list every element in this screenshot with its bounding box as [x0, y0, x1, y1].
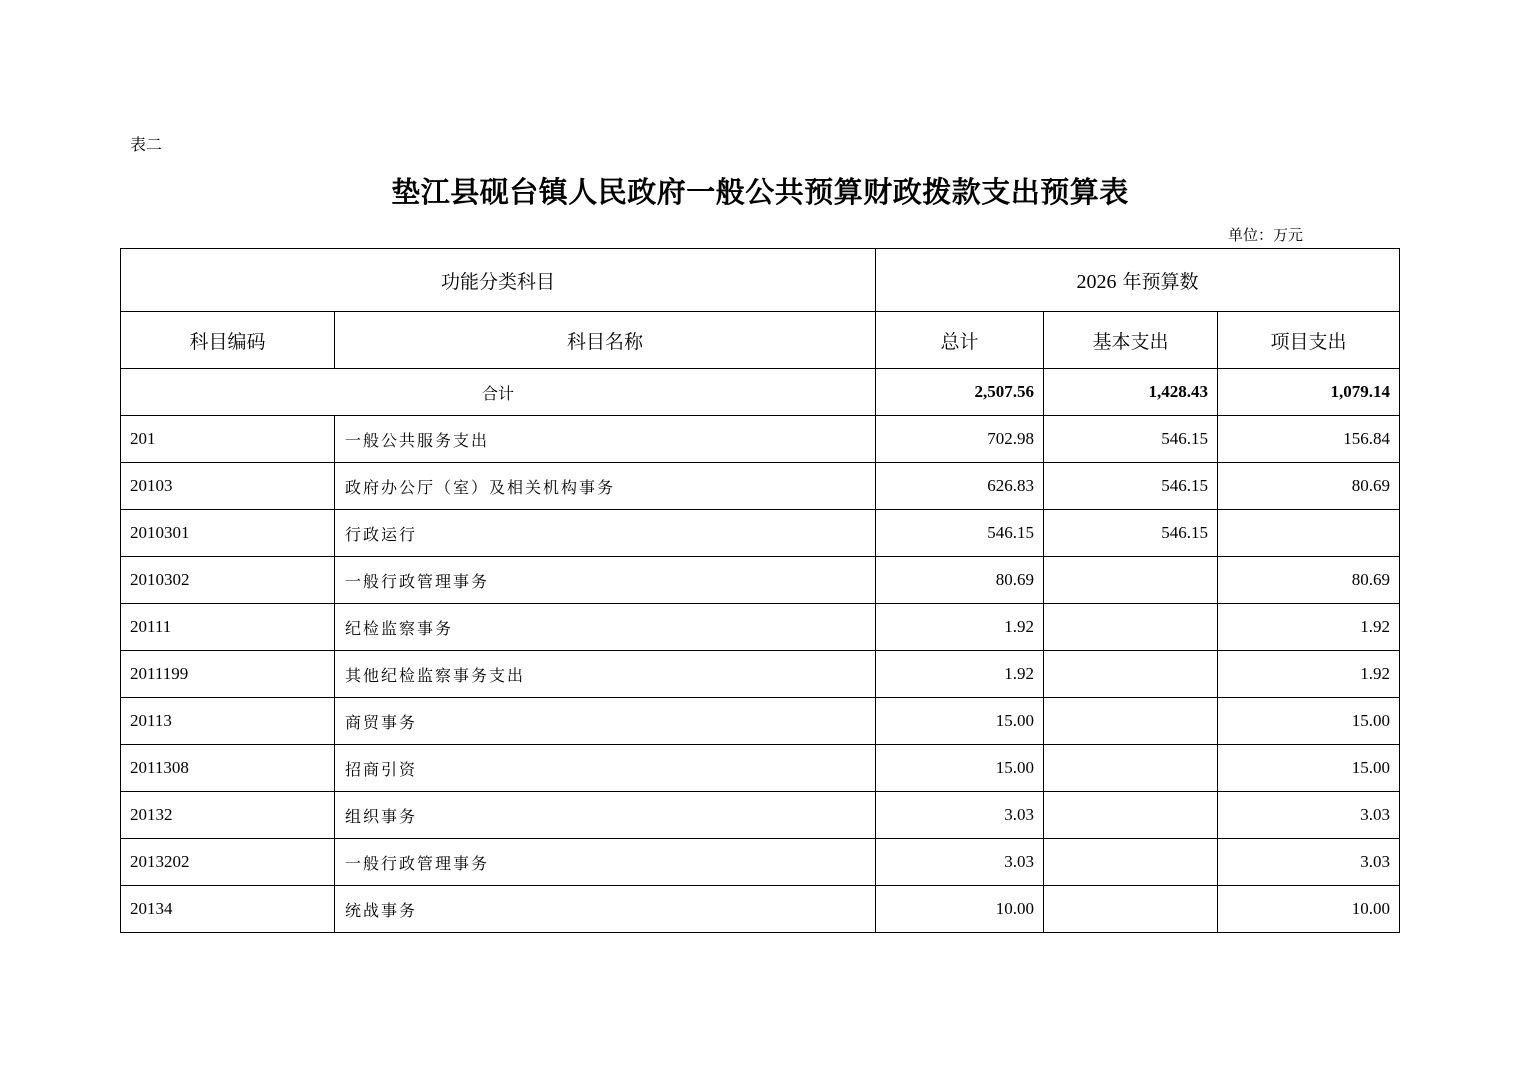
cell-code: 201: [121, 416, 335, 463]
cell-basic: [1044, 886, 1218, 933]
cell-total: 626.83: [876, 463, 1044, 510]
cell-code: 20134: [121, 886, 335, 933]
total-total: 2,507.56: [876, 369, 1044, 416]
cell-basic: [1044, 604, 1218, 651]
cell-code: 2010302: [121, 557, 335, 604]
cell-project: 1.92: [1218, 651, 1400, 698]
col-header-basic: 基本支出: [1044, 312, 1218, 369]
cell-basic: [1044, 557, 1218, 604]
cell-project: [1218, 510, 1400, 557]
budget-table: [120, 248, 1400, 933]
cell-project: 10.00: [1218, 886, 1400, 933]
cell-code: 20111: [121, 604, 335, 651]
cell-name: 统战事务: [335, 886, 876, 933]
header-group-row: [121, 249, 1400, 312]
cell-code: 2011199: [121, 651, 335, 698]
cell-code: 2013202: [121, 839, 335, 886]
cell-project: 15.00: [1218, 698, 1400, 745]
cell-name: 组织事务: [335, 792, 876, 839]
total-basic: 1,428.43: [1044, 369, 1218, 416]
col-header-total: 总计: [876, 312, 1044, 369]
table-row: [121, 886, 1400, 933]
cell-total: 702.98: [876, 416, 1044, 463]
cell-project: 15.00: [1218, 745, 1400, 792]
cell-name: 政府办公厅（室）及相关机构事务: [335, 463, 876, 510]
col-header-code: 科目编码: [121, 312, 335, 369]
header-functional-category: 功能分类科目: [121, 249, 876, 312]
col-header-project: 项目支出: [1218, 312, 1400, 369]
cell-name: 一般行政管理事务: [335, 839, 876, 886]
cell-project: 80.69: [1218, 463, 1400, 510]
cell-total: 1.92: [876, 604, 1044, 651]
cell-basic: 546.15: [1044, 510, 1218, 557]
cell-basic: [1044, 698, 1218, 745]
header-budget-label: 年预算数: [1116, 270, 1199, 293]
page-title: 垫江县砚台镇人民政府一般公共预算财政拨款支出预算表: [391, 175, 1129, 209]
table-row: [121, 463, 1400, 510]
cell-total: 15.00: [876, 698, 1044, 745]
cell-basic: 546.15: [1044, 463, 1218, 510]
cell-name: 其他纪检监察事务支出: [335, 651, 876, 698]
cell-total: 80.69: [876, 557, 1044, 604]
table-row: [121, 557, 1400, 604]
cell-code: 20113: [121, 698, 335, 745]
cell-name: 纪检监察事务: [335, 604, 876, 651]
cell-name: 行政运行: [335, 510, 876, 557]
total-label: 合计: [121, 369, 876, 416]
cell-total: 1.92: [876, 651, 1044, 698]
table-row: [121, 792, 1400, 839]
cell-project: 3.03: [1218, 839, 1400, 886]
cell-project: 1.92: [1218, 604, 1400, 651]
header-year: 2026: [1076, 270, 1117, 293]
table-row: [121, 416, 1400, 463]
cell-project: 156.84: [1218, 416, 1400, 463]
cell-total: 3.03: [876, 839, 1044, 886]
cell-basic: [1044, 792, 1218, 839]
cell-basic: [1044, 745, 1218, 792]
cell-basic: [1044, 651, 1218, 698]
cell-code: 20103: [121, 463, 335, 510]
cell-code: 2011308: [121, 745, 335, 792]
cell-code: 20132: [121, 792, 335, 839]
cell-name: 一般公共服务支出: [335, 416, 876, 463]
cell-name: 商贸事务: [335, 698, 876, 745]
cell-name: 招商引资: [335, 745, 876, 792]
cell-total: 546.15: [876, 510, 1044, 557]
cell-code: 2010301: [121, 510, 335, 557]
total-row: [121, 369, 1400, 416]
cell-total: 15.00: [876, 745, 1044, 792]
cell-name: 一般行政管理事务: [335, 557, 876, 604]
header-column-row: [121, 312, 1400, 369]
table-row: [121, 839, 1400, 886]
cell-total: 3.03: [876, 792, 1044, 839]
cell-basic: [1044, 839, 1218, 886]
table-label: 表二: [130, 135, 163, 154]
table-row: [121, 745, 1400, 792]
table-row: [121, 698, 1400, 745]
col-header-name: 科目名称: [335, 312, 876, 369]
unit-label: 单位：万元: [1228, 226, 1304, 244]
header-budget-year: [876, 249, 1400, 312]
table-row: [121, 651, 1400, 698]
table-row: [121, 510, 1400, 557]
cell-project: 3.03: [1218, 792, 1400, 839]
cell-project: 80.69: [1218, 557, 1400, 604]
cell-basic: 546.15: [1044, 416, 1218, 463]
cell-total: 10.00: [876, 886, 1044, 933]
total-project: 1,079.14: [1218, 369, 1400, 416]
table-row: [121, 604, 1400, 651]
